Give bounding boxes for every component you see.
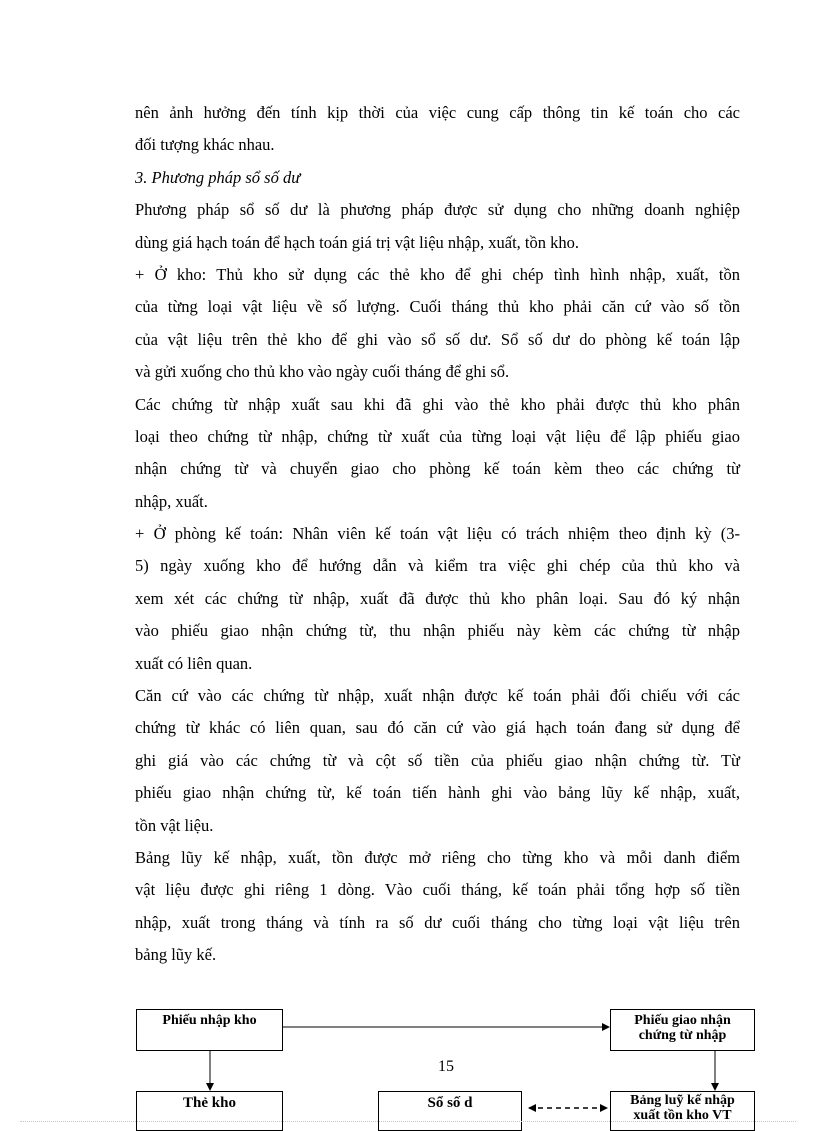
box-label: xuất tồn kho VT — [633, 1108, 732, 1123]
box-label: Sổ số d — [427, 1095, 473, 1111]
box-phieu-nhap-kho — [136, 1009, 283, 1051]
paragraph-line: 5) ngày xuống kho để hướng dẫn và kiểm tra việc ghi chép của thủ kho và — [135, 556, 740, 576]
paragraph-line: xem xét các chứng từ nhập, xuất đã được thủ kho phân loại. Sau đó ký nhận — [135, 588, 740, 608]
box-so-so-du — [378, 1091, 522, 1131]
paragraph-line: ghi giá vào các chứng từ và cột số tiền của phiếu giao nhận chứng từ. Từ — [135, 750, 740, 770]
paragraph-line: nhập, xuất trong tháng và tính ra số dư cuối tháng cho từng loại vật liệu trên — [135, 912, 740, 932]
body-text — [135, 97, 740, 972]
paragraph-line: vào phiếu giao nhận chứng từ, thu nhận phiếu này kèm các chứng từ nhập — [135, 621, 740, 641]
paragraph-line: + Ở kho: Thủ kho sử dụng các thẻ kho để ghi chép tình hình nhập, xuất, tồn — [135, 264, 740, 284]
paragraph-line: dùng giá hạch toán để hạch toán giá trị vật liệu nhập, xuất, tồn kho. — [135, 232, 580, 252]
box-label: Phiếu giao nhận — [634, 1013, 731, 1028]
box-label: Bảng luỹ kế nhập — [630, 1093, 735, 1108]
paragraph-line: phiếu giao nhận chứng từ, kế toán tiến hành ghi vào bảng lũy kế nhập, xuất, — [135, 783, 740, 803]
box-label: Phiếu nhập kho — [162, 1013, 257, 1028]
paragraph-line: loại theo chứng từ nhập, chứng từ xuất của từng loại vật liệu để lập phiếu giao — [135, 426, 740, 446]
paragraph-line: của vật liệu trên thẻ kho để ghi vào sổ số dư. Sổ số dư do phòng kế toán lập — [135, 329, 740, 349]
page-edge-divider — [20, 1121, 796, 1122]
box-bang-luy-ke — [610, 1091, 755, 1131]
paragraph-line: xuất có liên quan. — [135, 653, 253, 673]
box-label: Thẻ kho — [183, 1095, 236, 1111]
paragraph-line: + Ở phòng kế toán: Nhân viên kế toán vật liệu có trách nhiệm theo định kỳ (3- — [135, 524, 740, 544]
paragraph-line: chứng từ khác có liên quan, sau đó căn cứ vào giá hạch toán đang sử dụng để — [135, 718, 740, 738]
paragraph-line: Bảng lũy kế nhập, xuất, tồn được mở riêng cho từng kho và mỗi danh điểm — [135, 847, 740, 867]
paragraph-line: bảng lũy kế. — [135, 945, 217, 965]
box-the-kho — [136, 1091, 283, 1131]
paragraph-line: Các chứng từ nhập xuất sau khi đã ghi vào thẻ kho phải được thủ kho phân — [135, 394, 740, 414]
paragraph-line: nhập, xuất. — [135, 491, 208, 511]
box-label: chứng từ nhập — [638, 1028, 727, 1043]
paragraph-line: Căn cứ vào các chứng từ nhập, xuất nhận được kế toán phải đối chiếu với các — [135, 686, 740, 706]
box-phieu-giao-nhan — [610, 1009, 755, 1051]
paragraph-line: nhận chứng từ và chuyển giao cho phòng kế toán kèm theo các chứng từ — [135, 459, 740, 479]
paragraph-line: tồn vật liệu. — [135, 815, 214, 835]
paragraph-line: nên ảnh hưởng đến tính kịp thời của việc cung cấp thông tin kế toán cho các — [135, 103, 740, 122]
page-number: 15 — [438, 1058, 454, 1075]
paragraph-line: Phương pháp sổ số dư là phương pháp được sử dụng cho những doanh nghiệp — [135, 200, 740, 220]
paragraph-line: của từng loại vật liệu về số lượng. Cuối tháng thủ kho phải căn cứ vào số tồn — [135, 297, 740, 317]
paragraph-line: vật liệu được ghi riêng 1 dòng. Vào cuối tháng, kế toán phải tổng hợp số tiền — [135, 880, 740, 900]
section-heading: 3. Phương pháp sổ số dư — [135, 167, 301, 187]
paragraph-line: và gửi xuống cho thủ kho vào ngày cuối tháng để ghi sổ. — [135, 362, 510, 382]
paragraph-line: đối tượng khác nhau. — [135, 135, 275, 155]
